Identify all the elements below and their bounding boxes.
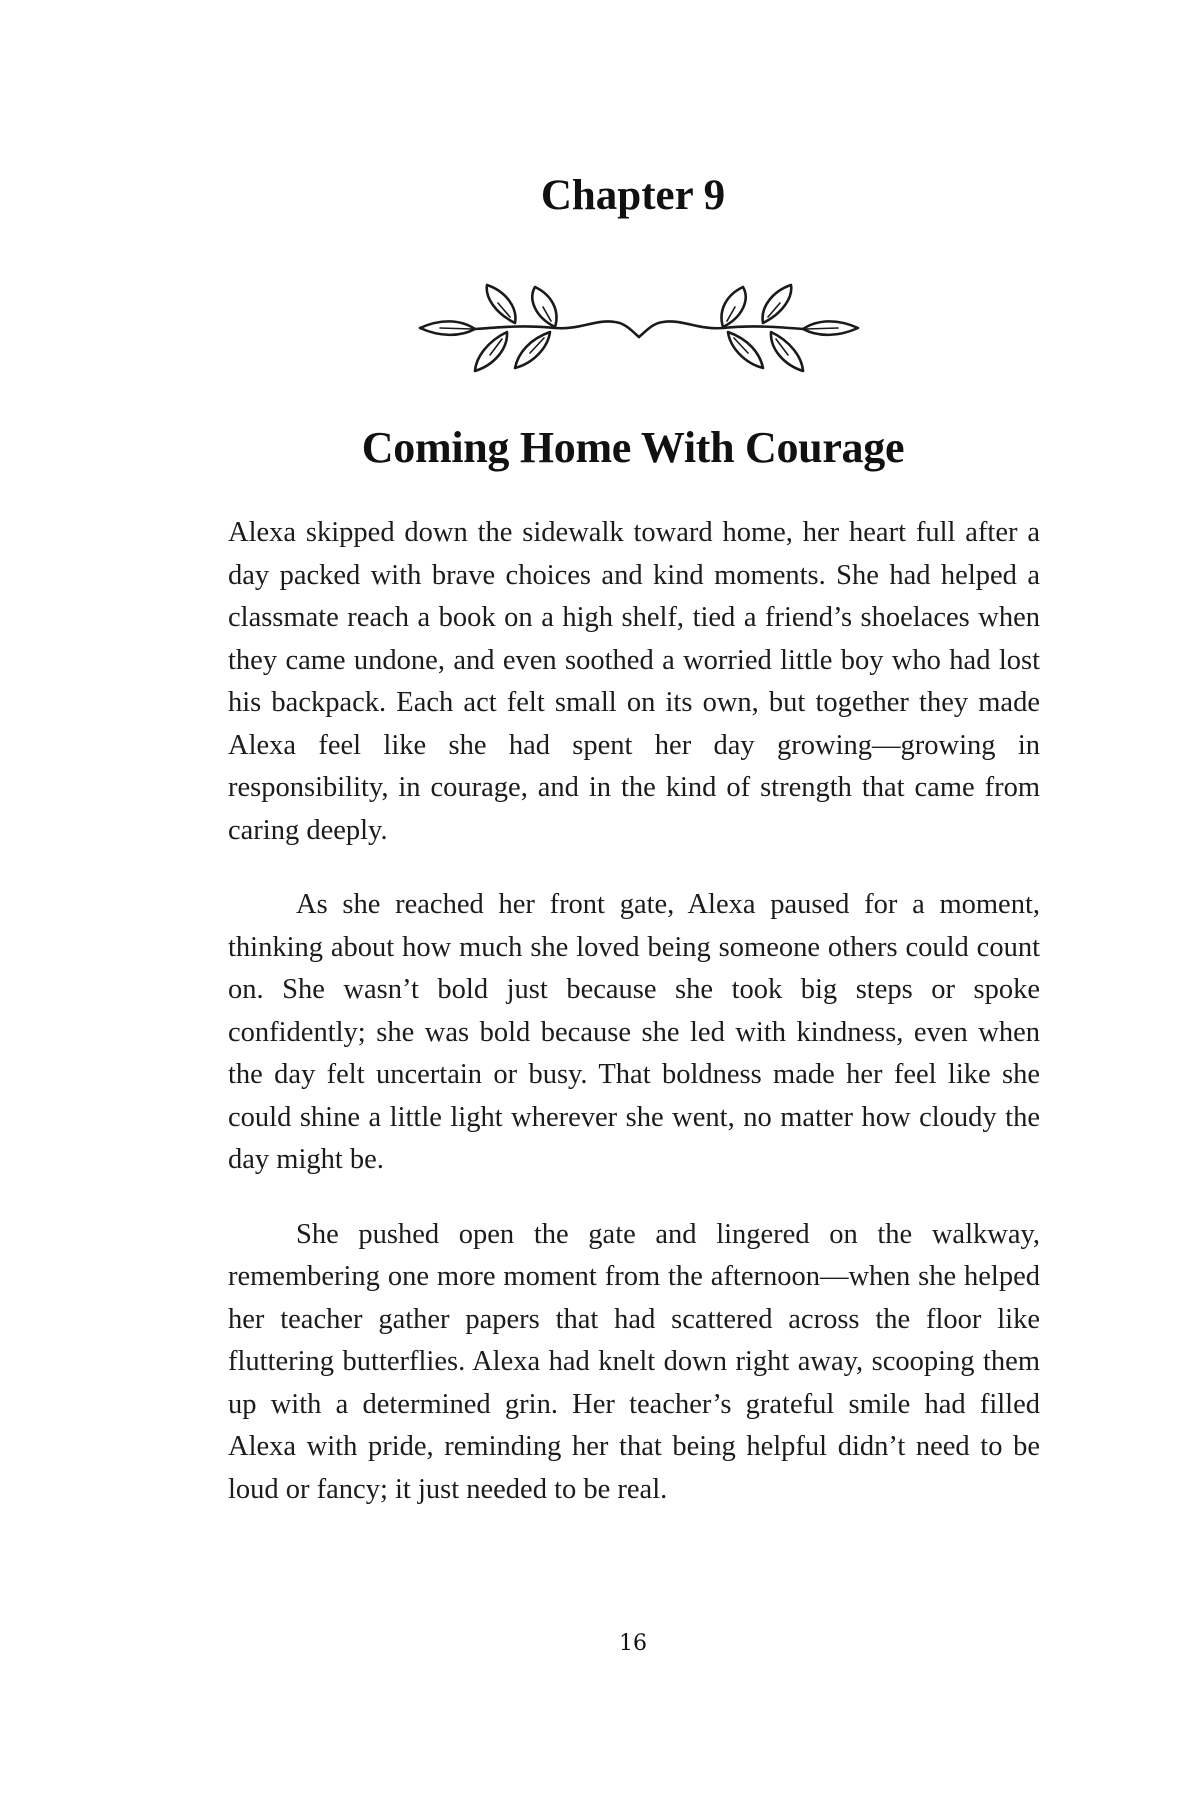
leaf-upper-right-1 (763, 285, 792, 323)
chapter-body (228, 512, 1040, 1543)
leaf-lower-right-1 (771, 332, 803, 371)
leaf-upper-left-2 (532, 287, 556, 327)
leaf-upper-right-2 (722, 287, 746, 327)
paragraph-3: She pushed open the gate and lingered on the walkway, remembering one more moment from the afternoon—when she helped her teacher gather papers that had scattered across the floor like fluttering butterflies. Alexa had knelt down right away, scooping them up with a determined grin. Her teacher’s grateful smile had filled Alexa with pride, reminding her that being helpful didn’t need to be loud or fancy; it just needed to be real. (228, 1218, 1040, 1505)
vine-right-branch (639, 285, 858, 371)
chapter-title: Coming Home With Courage (361, 423, 905, 472)
chapter-number-heading: Chapter 9 (540, 172, 726, 219)
vine-left-branch (420, 285, 639, 371)
paragraph-2: As she reached her front gate, Alexa paused for a moment, thinking about how much she loved being someone others could count on. She wasn’t bold just because she took big steps or spoke confidently; she was bold because she led with kindness, even when the day felt uncertain or busy. That boldness made her feel like she could shine a little light wherever she went, no matter how cloudy the day might be. (228, 889, 1040, 1175)
paragraph-1: Alexa skipped down the sidewalk toward home, her heart full after a day packed with brave choices and kind moments. She had helped a classmate reach a book on a high shelf, tied a friend’s shoelaces when they came undone, and even soothed a worried little boy who had lost his backpack. Each act felt small on its own, but together they made Alexa feel like she had spent her day growing—growing in responsibility, in courage, and in the kind of strength that came from caring deeply. (228, 517, 1040, 846)
leafy-vine-divider-icon (410, 275, 870, 385)
leaf-lower-left-1 (475, 332, 507, 371)
leaf-upper-left-1 (487, 285, 516, 323)
page-number: 16 (619, 1631, 647, 1656)
